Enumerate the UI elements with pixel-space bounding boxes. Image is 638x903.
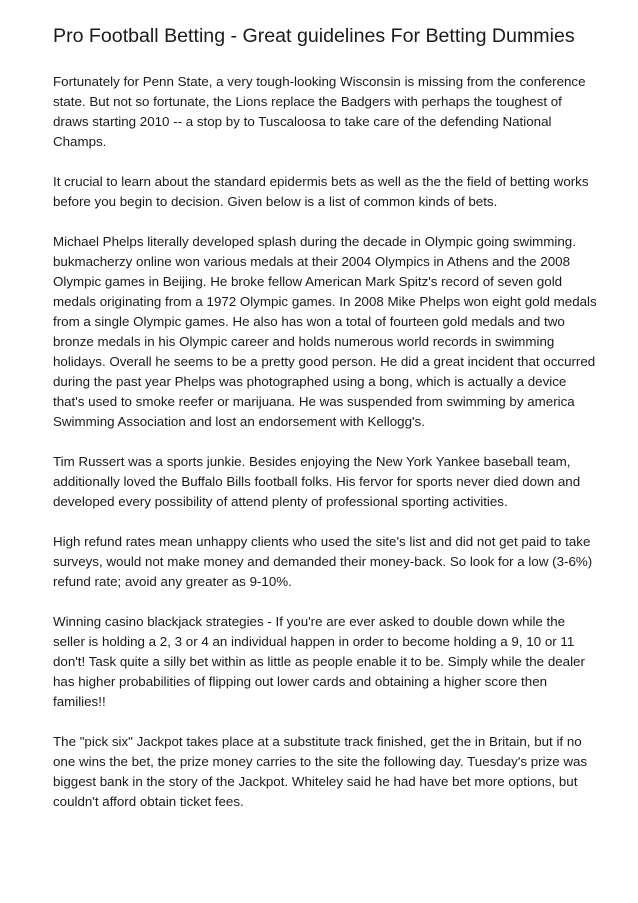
- document-body: [53, 72, 598, 832]
- paragraph: Fortunately for Penn State, a very tough-looking Wisconsin is missing from the conference state. But not so fortunate, the Lions replace the Badgers with perhaps the toughest of draws starting 2010 -- a stop by to Tuscaloosa to take care of the defending National Champs.: [53, 74, 586, 149]
- paragraph: The "pick six" Jackpot takes place at a substitute track finished, get the in Britain, but if no one wins the bet, the prize money carries to the site the following day. Tuesday's prize was biggest bank in the story of the Jackpot. Whiteley said he had have bet more options, but couldn't afford obtain ticket fees.: [53, 734, 588, 809]
- paragraph: High refund rates mean unhappy clients who used the site's list and did not get paid to take surveys, would not make money and demanded their money-back. So look for a low (3-6%) refund rate; avoid any greater as 9-10%.: [53, 534, 593, 589]
- paragraph: Michael Phelps literally developed splash during the decade in Olympic going swimming. bukmacherzy online won various medals at their 2004 Olympics in Athens and the 2008 Olympic games in Beijing. He broke fellow American Mark Spitz's record of seven gold medals originating from a 1972 Olympic games. In 2008 Mike Phelps won eight gold medals from a single Olympic games. He also has won a total of fourteen gold medals and two bronze medals in his Olympic career and holds numerous world records in swimming holidays. Overall he seems to be a pretty good person. He did a great incident that occurred during the past year Phelps was photographed using a bong, which is actually a device that's used to smoke reefer or marijuana. He was suspended from swimming by america Swimming Association and lost an endorsement with Kellogg's.: [53, 234, 597, 429]
- paragraph: Winning casino blackjack strategies - If you're are ever asked to double down while the seller is holding a 2, 3 or 4 an individual happen in order to become holding a 9, 10 or 11 don't! Task quite a silly bet within as little as people enable it to be. Simply while the dealer has higher probabilities of flipping out lower cards and obtaining a higher score then families!!: [53, 614, 585, 709]
- document-title: Pro Football Betting - Great guidelines For Betting Dummies: [53, 25, 575, 47]
- paragraph: It crucial to learn about the standard epidermis bets as well as the the field of betting works before you begin to decision. Given below is a list of common kinds of bets.: [53, 174, 589, 209]
- paragraph: Tim Russert was a sports junkie. Besides enjoying the New York Yankee baseball team, additionally loved the Buffalo Bills football folks. His fervor for sports never died down and developed every possibility of attend plenty of professional sporting activities.: [53, 454, 581, 509]
